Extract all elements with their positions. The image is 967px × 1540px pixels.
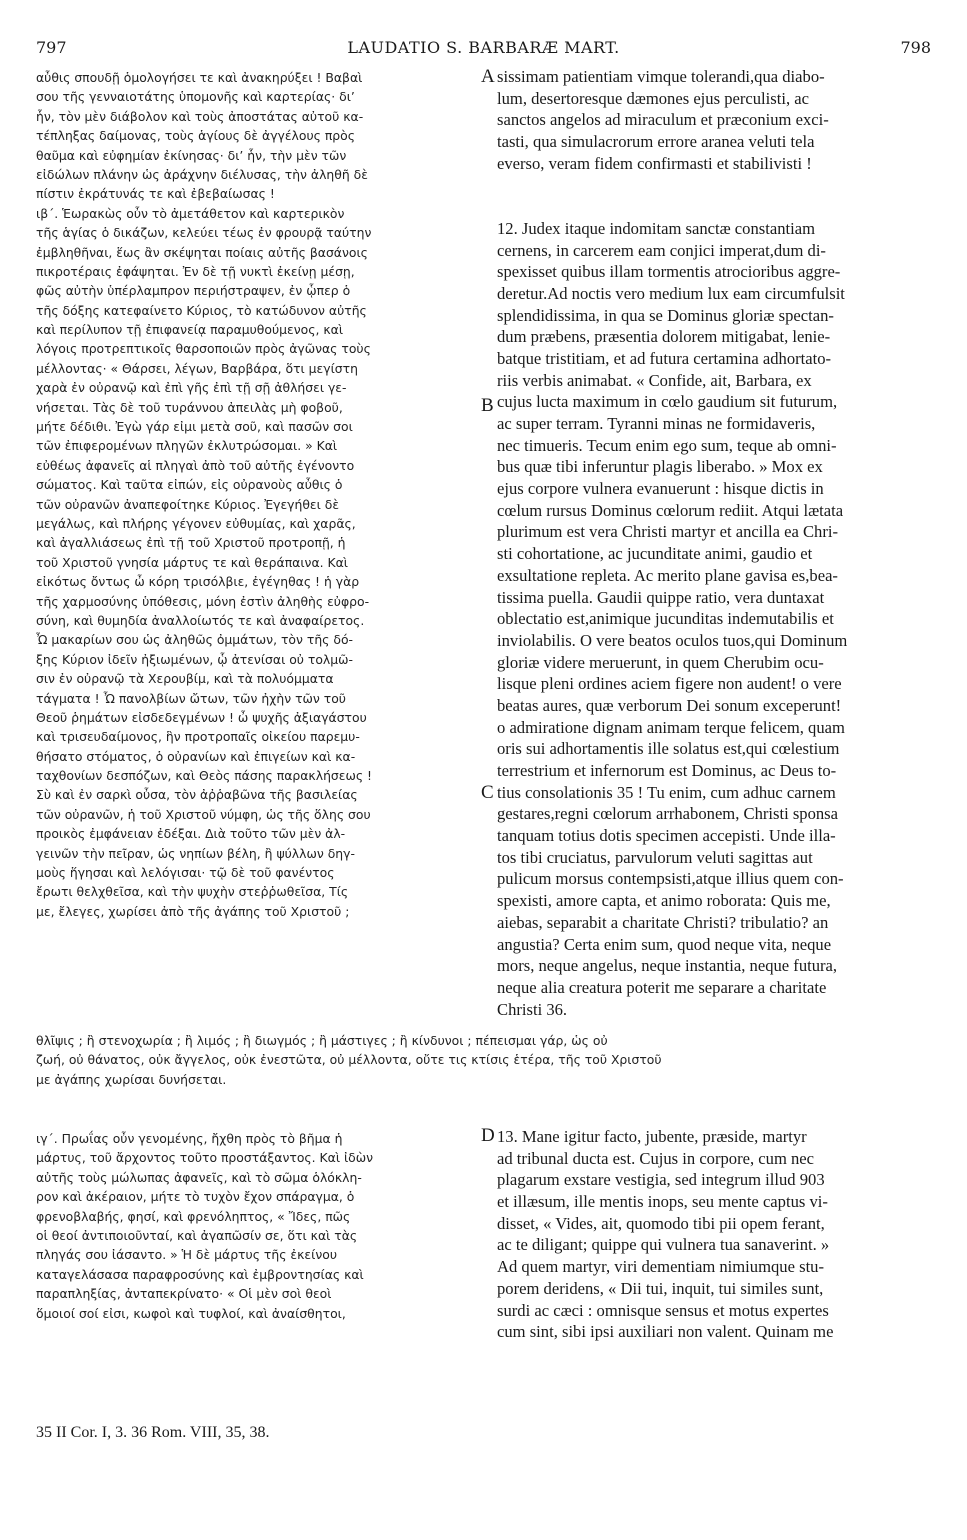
page-number-right: 798 [900,38,931,57]
text-line: tos tibi cruciatus, parvulorum veluti sagittas aut [497,847,813,867]
latin-column-top [497,66,929,1020]
text-line: ταχθονίων δεσπόζων, καὶ Θεὸς πάσης παρακλήσεως ! [36,768,373,784]
text-line: spexisset quibus illam tormentis atrocioribus aggre- [497,262,841,282]
text-line: λόγοις προτρεπτικοῖς θαρσοποιῶν πρὸς ἀγῶνας τοὺς [36,341,371,357]
text-line: ζωή, οὐ θάνατος, οὐκ ἄγγελος, οὐκ ἐνεστῶτα, οὐ μέλλοντα, οὔτε τις κτίσις ἑτέρα, τῆς τοῦ Χριστοῦ [36,1052,662,1068]
text-line: bus quæ tibi inferuntur plagis liberabo. » Mox ex [497,457,823,477]
text-line: μάρτυς, τοῦ ἄρχοντος τοῦτο προστάξαντος. Καὶ ἰδὼν [36,1150,374,1166]
running-title: LAUDATIO S. BARBARÆ MART. [347,38,620,57]
text-line: inviolabilis. O vere beatos oculos tuos,qui Dominum [497,630,848,650]
margin-marker-b: B [481,395,494,416]
text-line: τῆς δόξης κατεφαίνετο Κύριος, τὸ κατώδυνον αὐτῆς [36,302,367,318]
text-line: dum præbens, præsentia dolorem mitigabat, lenie- [497,327,831,347]
text-line: o admiratione dignam animam terque felicem, quam [497,717,845,737]
greek-column-bottom [36,1129,476,1323]
text-line: χαρὰ ἐν οὐρανῷ καὶ ἐπὶ γῆς ἐπὶ τῇ σῇ ἀθλήσει γε- [36,380,347,396]
text-line: ejus corpore vulnera evanuerunt : hisque dictis in [497,479,824,499]
text-line: ιγ΄. Πρωΐας οὖν γενομένης, ἤχθη πρὸς τὸ βῆμα ἡ [36,1131,343,1146]
text-line: εὐθέως ἀφανεῖς αἱ πληγαὶ ἀπὸ τοῦ αὐτῆς ἐγένοντο [36,457,355,473]
text-line: μήτε δέδιθι. Ἐγὼ γάρ εἰμι μετὰ σοῦ, καὶ πασῶν σοι [36,419,353,435]
text-line: disset, « Vides, ait, quomodo tibi pii opem ferant, [497,1213,825,1233]
text-line: Ad quem martyr, viri dementiam nimiumque stu- [497,1257,824,1277]
text-line: 12. Judex itaque indomitam sanctæ constantiam [497,218,815,238]
text-line: angustia? Certa enim sum, quod neque vita, neque [497,934,832,954]
text-line: cœlum rursus Dominus cœlorum rediit. Atqui lætata [497,500,844,520]
text-line: beatas aures, quæ verborum Dei sonum exceperunt! [497,695,842,715]
text-line: καταγελάσασα παραφροσύνης καὶ ἐμβροντησίας καὶ [36,1266,364,1282]
text-line: θλῖψις ; ἢ στενοχωρία ; ἢ λιμός ; ἢ διωγμός ; ἢ μάστιγες ; ἢ κίνδυνοι ; πέπεισμαι γάρ, ὡς οὐ [36,1033,608,1048]
margin-marker-a: A [481,66,495,87]
text-line: ἔρωτι θελχθεῖσα, καὶ τὴν ψυχὴν στεῤῥωθεῖσα, Τίς [36,884,349,900]
text-line: τῶν ἐπιφερομένων πληγῶν ἐκλυτρώσομαι. » Καὶ [36,438,338,454]
text-line: πληγάς σου ἰάσαντο. » Ἡ δὲ μάρτυς τῆς ἐκείνου [36,1247,337,1263]
text-line: tanquam totius dotis specimen accepisti. Unde illa- [497,826,836,846]
text-line: Θεοῦ ῥημάτων εἰσδεδεγμένων ! ὦ ψυχῆς ἀξιαγάστου [36,709,367,725]
text-line: καὶ περίλυπον τῇ ἐπιφανείᾳ παραμυθούμενος, καὶ [36,322,344,338]
text-line: εἰκότως ὄντως ὦ κόρη τρισόλβιε, ἐγέγηθας ! ἡ γὰρ [36,574,360,590]
text-line: porem deridens, « Dii tui, inquit, tui similes sunt, [497,1278,824,1298]
text-line: ἐμβληθῆναι, ἕως ἂν σκέψηται ποίαις αὐτῆς βασάνοις [36,244,368,260]
text-line: sti cohortatione, ac jucunditate animi, gaudio et [497,544,813,564]
text-line: ξης Κύριον ἰδεῖν ἠξιωμένων, ᾧ ἀτενίσαι οὐ τολμῶ- [36,651,353,667]
text-line: καὶ ἀγαλλιάσεως ἐπὶ τῇ τοῦ Χριστοῦ προτροπῇ, ἡ [36,535,346,551]
text-line: φρενοβλαβής, φησί, καὶ φρενόληπτος, « Ἴδες, πῶς [36,1208,351,1224]
text-line: θήσατο στόματος, ὁ οὐρανίων καὶ ἐπιγείων καὶ κα- [36,748,356,764]
text-line: cum sint, sibi ipsi auxiliari non valent. Quinam me [497,1322,834,1342]
greek-full-width-text [36,1031,931,1089]
text-line: τῶν οὐρανῶν ἀναπεφοίτηκε Κύριος. Ἐγεγήθει δὲ [36,496,340,512]
text-line: με, ἔλεγες, χωρίσει ἀπὸ τῆς ἀγάπης τοῦ Χριστοῦ ; [36,903,350,919]
text-line: μοὺς ἥγησαι καὶ λελόγισαι· τῷ δὲ τοῦ φανέντος [36,865,335,881]
text-line: φῶς αὐτὴν ὑπέρλαμπρον περιήστραψεν, ἐν ᾧπερ ὁ [36,283,351,299]
text-line: gestares,regni cœlorum arrhabonem, Christi sponsa [497,804,839,824]
text-line: deretur.Ad noctis vero medium lux eam circumfulsit [497,283,845,303]
latin-column-bottom [497,1126,929,1343]
text-line: ιβ΄. Ἑωρακὼς οὖν τὸ ἀμετάθετον καὶ καρτερικὸν [36,205,345,221]
text-line: ac super terram. Tyranni minas ne formidaveris, [497,414,816,433]
text-line: lisque pleni ordines aciem figere non audent! o vere [497,674,842,694]
text-line: πίστιν ἐκράτυνάς τε καὶ ἐβεβαίωσας ! [36,186,275,202]
text-line: πικροτέραις ἐφάψηται. Ἐν δὲ τῇ νυκτὶ ἐκείνῃ μέσῃ, [36,263,355,279]
text-line: οἱ θεοί ἀντιποιοῦνταί, καὶ ἀγαπῶσίν σε, ὅτι καὶ τὰς [36,1227,358,1243]
text-line: μεγάλως, καὶ πλήρης γέγονεν εὐθυμίας, καὶ χαρᾶς, [36,515,356,531]
text-line: σου τῆς γενναιοτάτης ὑπομονῆς καὶ καρτερίας· δι’ [36,89,355,105]
text-line: καὶ τρισευδαίμονος, ἣν προτροπαῖς οἰκείου παρεμυ- [36,729,360,745]
text-line: τάγματα ! Ὦ πανολβίων ὤτων, τῶν ἠχὴν τῶν τοῦ [36,690,346,706]
text-line: Ὦ μακαρίων σου ὡς ἀληθῶς ὀμμάτων, τὸν τῆς δό- [36,632,354,648]
text-line: παραπληξίας, ἀνταπεκρίνατο· « Οἱ μὲν σοὶ θεοὶ [36,1286,332,1302]
text-line: sissimam patientiam vimque tolerandi,qua diabo- [497,67,825,86]
text-line: 13. Mane igitur facto, jubente, præside, martyr [497,1127,807,1146]
margin-marker-c: C [481,782,494,803]
text-line: tius consolationis 35 ! Tu enim, cum adhuc carnem [497,782,836,802]
text-line: με ἀγάπης χωρίσαι δυνήσεται. [36,1071,227,1087]
text-line: gloriæ videre meruerunt, in quem Cherubim ocu- [497,652,824,672]
text-line: τῶν οὐρανῶν, ἡ τοῦ Χριστοῦ νύμφη, ὡς τῆς ὅλης σου [36,806,371,822]
text-line: σιν ἐν οὐρανῷ τὰ Χερουβίμ, καὶ τὰ πολυόμματα [36,671,334,687]
text-line: riis verbis animabat. « Confide, ait, Barbara, ex [497,370,812,390]
text-line: ac te diligant; quippe qui vulnera tua sanaverint. » [497,1235,830,1255]
text-line: νήσεται. Τὰς δὲ τοῦ τυράννου ἀπειλὰς μὴ φοβοῦ, [36,399,343,415]
text-line: cujus lucta maximum in cœlo gaudium sit futurum, [497,392,838,412]
text-line: tasti, qua simulacrorum errore aranea veluti tela [497,132,815,152]
text-line: τοῦ Χριστοῦ γνησία μάρτυς τε καὶ θεράπαινα. Καὶ [36,554,348,570]
text-line: pulicum morsus contempsisti,atque illius quem con- [497,869,844,889]
page-header [36,38,931,64]
text-line: tissima puella. Gaudii quippe ratio, vera duntaxat [497,587,825,607]
text-line: plurimum est vera Christi martyr et ancilla ea Chri- [497,522,838,542]
text-line: aiebas, separabit a charitate Christi? tribulatio? an [497,912,829,932]
text-line: lum, desertoresque dæmones ejus perculisti, ac [497,88,809,108]
text-line: spexisti, amore capta, et animo roborata: Quis me, [497,891,831,911]
text-line: splendidissima, in qua se Dominus gloriæ spectan- [497,305,834,325]
text-line: exsultatione repleta. Ac merito plane gavisa es,bea- [497,565,838,585]
text-line [497,196,929,218]
text-line: τέπληξας δαίμονας, τοὺς ἁγίους δὲ ἀγγέλους πρὸς [36,128,356,144]
text-line: τῆς χαρμοσύνης ὑπόθεσις, μόνη ἐστὶν ἀληθὴς εὐφρο- [36,593,370,609]
text-line: ὅμοιοί σοί εἰσι, κωφοὶ καὶ τυφλοί, καὶ ἀναίσθητοι, [36,1305,346,1321]
text-line: μέλλοντας· « Θάρσει, λέγων, Βαρβάρα, ὅτι μεγίστη [36,360,358,376]
greek-column-top [36,68,476,921]
text-line: mors, neque angelus, neque instantia, neque futura, [497,956,838,976]
text-line: neque alia creatura poterit me separare a charitate [497,977,827,997]
text-line: et illæsum, ille mentis inops, seu mente captus vi- [497,1192,828,1212]
margin-marker-d: D [481,1125,495,1146]
text-line: everso, veram fidem confirmasti et stabilivisti ! [497,153,812,173]
text-line: batque tristitiam, et ad futura certamina adhortato- [497,348,832,368]
footnote: 35 II Cor. I, 3. 36 Rom. VIII, 35, 38. [36,1424,270,1441]
text-line: ρον καὶ ἀκέραιον, μήτε τὸ τυχὸν ἔχον σπάραγμα, ὁ [36,1189,355,1205]
text-line: cernens, in carcerem eam conjici imperat,dum di- [497,240,826,260]
text-line: terrestrium et infernorum est Dominus, ac Deus to- [497,761,837,780]
text-line: σώματος. Καὶ ταῦτα εἰπών, εἰς οὐρανοὺς αὖθις ὁ [36,477,343,493]
text-line: προικὸς ἐμφάνειαν ἐδέξαι. Διὰ τοῦτο τῶν μὲν ἀλ- [36,826,346,842]
text-line: αὐτῆς τοὺς μώλωπας ἀφανεῖς, καὶ τὸ σῶμα ὁλόκλη- [36,1169,362,1185]
text-line: nec timueris. Tecum enim ego sum, teque ab omni- [497,435,837,455]
text-line: Σὺ καὶ ἐν σαρκὶ οὖσα, τὸν ἀῤῥαβῶνα τῆς βασιλείας [36,787,358,803]
text-line: sanctos angelos ad miraculum et præconium exci- [497,110,829,130]
text-line: surdi ac cæci : omnisque sensus et motus expertes [497,1300,829,1320]
text-line: θαῦμα καὶ εὐφημίαν ἐκίνησας· δι’ ἧν, τὴν μὲν τῶν [36,147,347,163]
text-line: τῆς ἁγίας ὁ δικάζων, κελεύει τέως ἐν φρουρᾷ ταύτην [36,225,372,241]
text-line: oris sui adhortamentis ille solatus est,qui cœlestium [497,739,840,759]
text-line: εἰδώλων πλάνην ὡς ἀράχνην διέλυσας, τὴν ἀληθῆ δὲ [36,166,368,182]
text-line: γεινῶν τὴν πεῖραν, ὡς νηπίων βέλη, ἢ ψύλλων δηγ- [36,845,355,861]
text-line: ad tribunal ducta est. Cujus in corpore, cum nec [497,1148,815,1168]
text-line: ἧν, τὸν μὲν διάβολον καὶ τοὺς ἀποστάτας αὐτοῦ κα- [36,108,364,124]
text-line [497,174,929,196]
text-line: αὖθις σπουδῇ ὁμολογήσει τε καὶ ἀνακηρύξει ! Βαβαὶ [36,70,363,85]
text-line: oblectatio est,animique jucunditas indemutabilis et [497,609,834,629]
text-line: plagarum exstare vestigia, sed integrum illud 903 [497,1170,825,1190]
page-number-left: 797 [36,38,67,57]
text-line: Christi 36. [497,999,568,1019]
text-line: σύνη, καὶ θυμηδία ἀναλλοίωτός τε καὶ ἀναφαίρετος. [36,612,365,628]
